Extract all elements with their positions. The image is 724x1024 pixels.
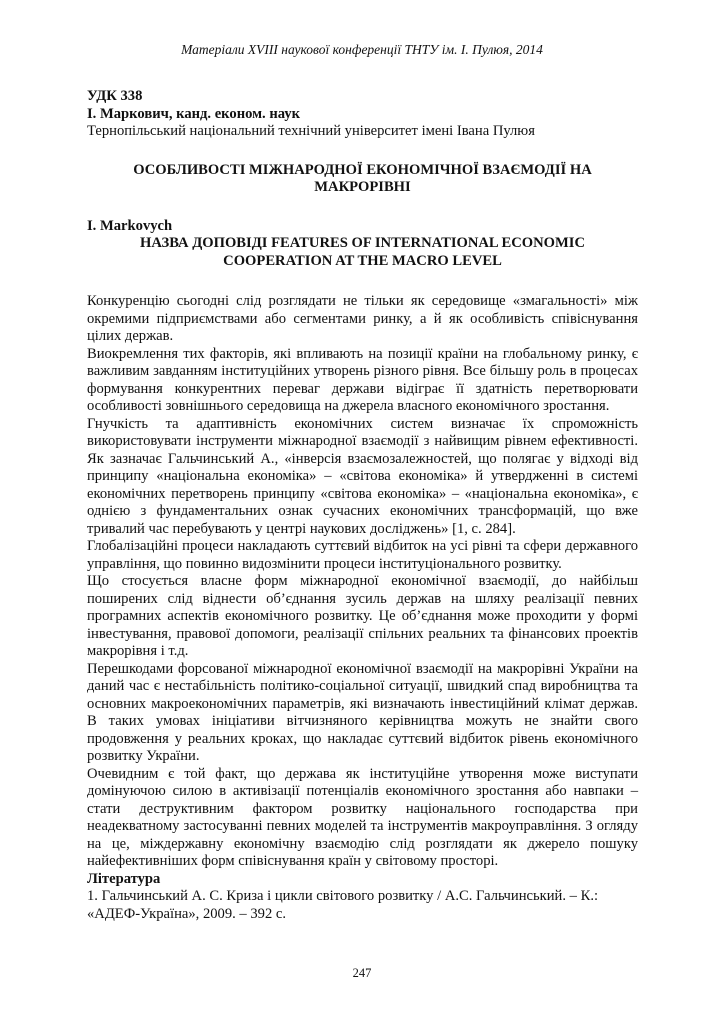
page-number: 247	[352, 966, 372, 980]
body-paragraph: Що стосується власне форм міжнародної економічної взаємодії, до найбільш поширених слід віднести об’єднання зусиль держав на шляху реалізації певних програмних аспектів економічного розвитку. Це об’єднання може проходити у формі інвестування, правової допомоги, реалізації спільних реальних та фінансових проектів макрорівня і т.д.	[87, 573, 638, 659]
body-paragraph: Перешкодами форсованої міжнародної економічної взаємодії на макрорівні України на даний час є нестабільність політико-соціальної ситуації, швидкий спад виробництва та основних макроекономічних параметрів, які визначають інвестиційний клімат держав. В таких умовах ініціативи вітчизняного керівництва можуть не знайти свого продовження у реальних кроках, що накладає суттєвий відбиток рівень економічного розвитку України.	[87, 660, 638, 764]
references-list	[87, 888, 638, 923]
udc-code: УДК 338	[87, 88, 143, 104]
body-paragraph: Виокремлення тих факторів, які впливають на позиції країни на глобальному ринку, є важливим завданням інституційних утворень різного рівня. Все більшу роль в процесах формування конкурентних переваг держави відіграє її здатність перетворювати особливості зовнішнього середовища на джерела власного економічного зростання.	[87, 345, 638, 414]
reference-item: 1. Гальчинський А. С. Криза і цикли світового розвитку / А.С. Гальчинський. – К.: «АДЕФ-Україна», 2009. – 392 с.	[87, 888, 599, 922]
article-content	[87, 88, 638, 923]
author-english: I. Markovych	[87, 217, 173, 234]
running-header: Матеріали XVIII наукової конференції ТНТУ ім. І. Пулюя, 2014	[181, 42, 543, 57]
author-line: І. Маркович, канд. економ. наук	[87, 105, 301, 122]
article-body	[87, 293, 638, 871]
body-paragraph: Очевидним є той факт, що держава як інституційне утворення може виступати домінуючою силою в активізації потенціалів економічного зростання або навпаки – стати деструктивним фактором розвитку національного господарства при неадекватному застосуванні певних моделей та інструментів макроуправління. З огляду на це, міждержавну економічну взаємодію слід розглядати як джерело пошуку найефективніших форм співіснування країн у світовому просторі.	[87, 765, 638, 869]
title-english: НАЗВА ДОПОВІДІ FEATURES OF INTERNATIONAL ECONOMIC COOPERATION AT THE MACRO LEVEL	[139, 235, 586, 269]
affiliation: Тернопільський національний технічний університет імені Івана Пулюя	[87, 123, 535, 139]
body-paragraph: Гнучкість та адаптивність економічних систем визначає їх спроможність використовувати інструменти міжнародної взаємодії з найвищим рівнем ефективності. Як зазначає Гальчинський А., «інверсія взаємозалежностей, що полягає у відході від принципу «національна економіка» – «світова економіка» й утвердженні в системі економічних перетворень принципу «світова економіка» – «національна економіка», є однією з фундаментальних ознак сучасних економічних трансформацій, що вже тривалий час перебувають у центрі наукових досліджень» [1, с. 284].	[87, 415, 638, 537]
title-ukrainian: ОСОБЛИВОСТІ МІЖНАРОДНОЇ ЕКОНОМІЧНОЇ ВЗАЄМОДІЇ НА МАКРОРІВНІ	[133, 161, 592, 195]
body-paragraph: Глобалізаційні процеси накладають суттєвий відбиток на усі рівні та сфери державного управління, що повинно видозмінити процеси інституціонального розвитку.	[87, 538, 638, 572]
body-paragraph: Конкуренцію сьогодні слід розглядати не тільки як середовище «змагальності» між окремими підприємствами або сегментами ринку, а й як особливість співіснування цілих держав.	[87, 293, 638, 344]
references-heading: Література	[87, 870, 161, 887]
